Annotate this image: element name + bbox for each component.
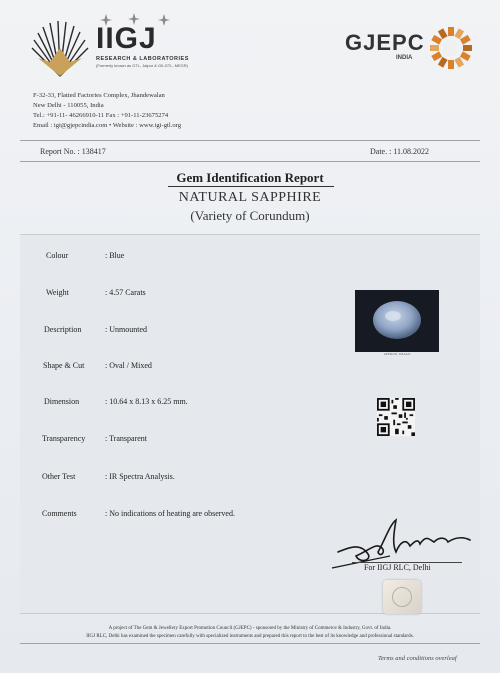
field-value-other-test: : IR Spectra Analysis. [105, 472, 175, 481]
brand-former-name: (Formerly known as GTL, Jaipur & GII-GTL, MEGR) [96, 63, 189, 68]
field-value-description: : Unmounted [105, 325, 147, 334]
hologram-ring [392, 587, 412, 607]
terms-note[interactable]: Terms and conditions overleaf [378, 655, 457, 662]
field-label-dimension: Dimension [44, 397, 80, 406]
brand-name: IIGJ [96, 22, 157, 55]
address-line: F-32-33, Flatted Factories Complex, Jhandewalan [33, 92, 165, 99]
field-label-transparency: Transparency [42, 434, 86, 443]
gjepc-country: INDIA [396, 55, 413, 61]
field-value-colour: : Blue [105, 251, 125, 260]
field-label-description: Description [44, 325, 82, 334]
lab-address [33, 91, 181, 131]
gem-photo [355, 290, 439, 352]
gem-photo-caption: APPROX. IMAGE [383, 352, 411, 356]
title-underline [168, 186, 334, 187]
field-label-shape-cut: Shape & Cut [43, 361, 85, 370]
field-value-weight: : 4.57 Carats [105, 288, 146, 297]
stone-variety: (Variety of Corundum) [190, 208, 310, 223]
gem-oval-icon [355, 290, 439, 352]
report-date: Date. : 11.08.2022 [370, 147, 430, 156]
field-label-colour: Colour [46, 251, 69, 260]
field-value-dimension: : 10.64 x 8.13 x 6.25 mm. [105, 397, 188, 406]
gjepc-logo-text: GJEPC [345, 30, 425, 55]
report-title: Gem Identification Report [176, 170, 324, 185]
footer-disclaimer: IIGJ RLC, Delhi has examined the specimen carefully with specialized instruments and prepared this report to the best of its knowledge and professional standards. [86, 634, 414, 639]
report-number: Report No. : 138417 [40, 147, 106, 156]
address-line: New Delhi - 110055, India [33, 102, 104, 109]
field-value-transparency: : Transparent [105, 434, 147, 443]
qr-code[interactable] [377, 398, 415, 436]
brand-block [96, 24, 189, 68]
brand-subtitle: RESEARCH & LABORATORIES [96, 56, 189, 62]
field-label-other-test: Other Test [42, 472, 76, 481]
field-label-weight: Weight [46, 288, 69, 297]
divider [20, 643, 480, 644]
contact-line: Tel.: +91-11- 46266910-11 Fax : +91-11-23675274 [33, 112, 169, 119]
divider [20, 140, 480, 141]
divider [20, 161, 480, 162]
hologram-seal [383, 580, 421, 614]
signatory: For IIGJ RLC, Delhi [364, 563, 431, 572]
footer-project-note: A project of The Gem & Jewellery Export Promotion Council (GJEPC) - sponsored by the Ministry of Commerce & Industry, Govt. of India. [108, 626, 392, 631]
field-value-shape-cut: : Oval / Mixed [105, 361, 152, 370]
field-value-comments: : No indications of heating are observed. [105, 509, 235, 518]
email-line: Email : igi@gjepcindia.com • Website : www.igi-gtl.org [33, 122, 182, 129]
stone-name: NATURAL SAPPHIRE [178, 190, 322, 205]
field-label-comments: Comments [42, 509, 77, 518]
gjepc-wheel-icon [428, 25, 474, 71]
iigj-sunburst-logo [30, 18, 90, 80]
